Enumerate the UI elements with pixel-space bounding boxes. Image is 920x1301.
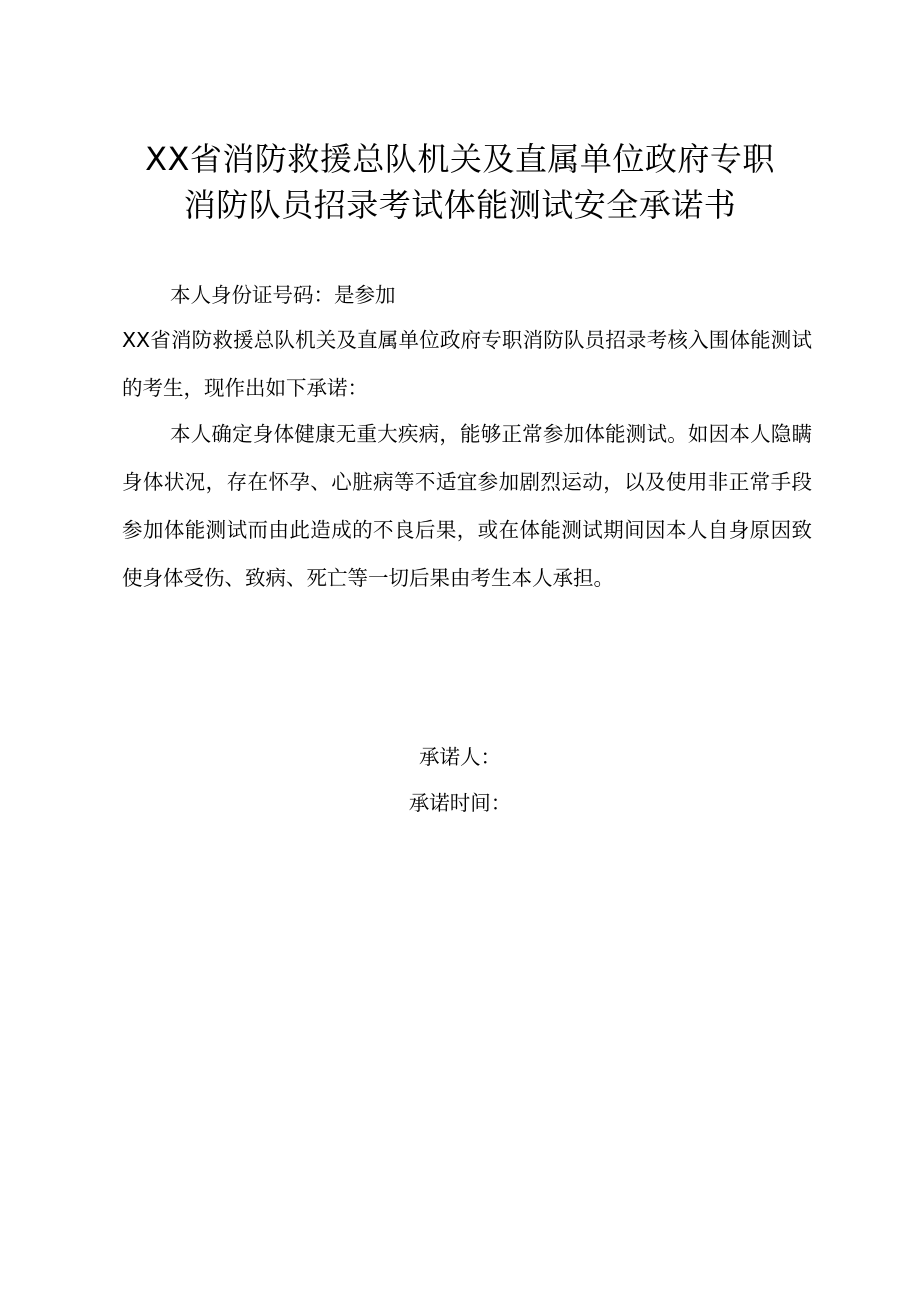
commitment-paragraph: 本人确定身体健康无重大疾病，能够正常参加体能测试。如因本人隐瞒身体状况，存在怀孕、心脏病等不适宜参加剧烈运动，以及使用非正常手段参加体能测试而由此造成的不良后果，或在体能测试期间因本人自身原因致使身体受伤、致病、死亡等一切后果由考生本人承担。 bbox=[122, 422, 812, 590]
id-number-statement: 本人身份证号码：是参加 bbox=[170, 283, 396, 307]
document-title-line-1: XX省消防救援总队机关及直属单位政府专职 bbox=[145, 140, 775, 178]
promisor-signature-label: 承诺人： bbox=[419, 745, 501, 769]
candidate-introduction: XX省消防救援总队机关及直属单位政府专职消防队员招录考核入围体能测试的考生，现作出如下承诺： bbox=[122, 328, 812, 400]
document-title-line-2: 消防队员招录考试体能测试安全承诺书 bbox=[183, 186, 737, 224]
commitment-date-label: 承诺时间： bbox=[408, 791, 512, 815]
